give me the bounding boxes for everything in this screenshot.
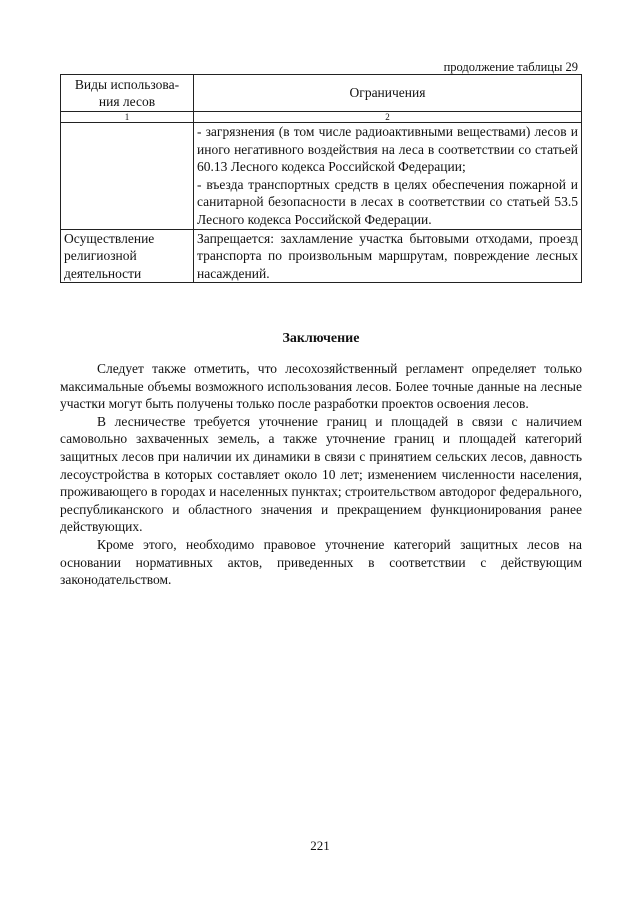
header-restrictions: Ограничения [194,75,582,112]
table-column-numbers-row [61,112,582,123]
table-cell-use: Осуществление религиозной деятельности [61,229,194,283]
table-cell-use [61,123,194,230]
header-forest-use: Виды использова- ния лесов [61,75,194,112]
paragraph: Следует также отметить, что лесохозяйственный регламент определяет только максимальные объемы возможного использования лесов. Более точные данные на лесные участки могут быть получены только после разработки проектов освоения лесов. [60,361,582,412]
restriction-item: - загрязнения (в том числе радиоактивными веществами) лесов и иного негативного воздействия на леса в соответствии со статьей 60.13 Лесного кодекса Российской Федерации; [197,124,578,175]
column-number-1: 1 [61,112,194,123]
restriction-item: - въезда транспортных средств в целях обеспечения пожарной и санитарной безопасности в лесах в соответствии со статьей 53.5 Лесного кодекса Российской Федерации. [197,176,578,227]
table-row [61,123,582,230]
table-row [61,229,582,283]
page-number: 221 [310,838,330,853]
column-number-2: 2 [194,112,582,123]
paragraph: В лесничестве требуется уточнение границ и площадей в связи с наличием самовольно захваченных земель, а также уточнение границ и площадей категорий защитных лесов при наличии их динамики в связи с принятием сельских лесов, давность лесоустройства в которых составляет около 10 лет; изменением численности населения, проживающего в городах и населенных пунктах; строительством автодорог федерального, республиканского и областного значения и прекращением функционирования ранее действующих. [60,413,582,535]
table-cell-restrictions: Запрещается: захламление участка бытовыми отходами, проезд транспорта по произвольным маршрутам, повреждение лесных насаждений. [194,229,582,283]
table-header-row [61,75,582,112]
section-title: Заключение [282,331,360,346]
restrictions-table [60,74,582,283]
table-caption: продолжение таблицы 29 [443,60,578,74]
paragraph: Кроме этого, необходимо правовое уточнение категорий защитных лесов на основании нормативных актов, приведенных в соответствии с действующим законодательством. [60,536,582,588]
body-text [60,360,582,589]
table-cell-restrictions [194,123,582,230]
